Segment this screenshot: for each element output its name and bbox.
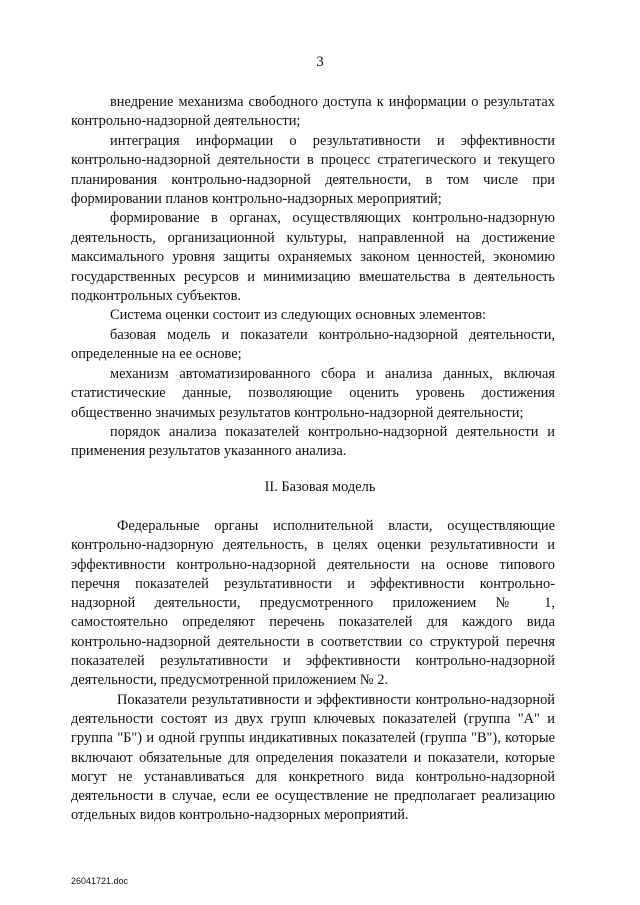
paragraph: Показатели результативности и эффективности контрольно-надзорной деятельности состоят из двух групп ключевых показателей (группа "А" и группа "Б") и одной группы индикативных показателей (группа "В"), которые включают обязательные для определения показатели и показатели, которые могут не устанавливаться для конкретного вида контрольно-надзорной деятельности в случае, если ее осуществление не предполагает реализацию отдельных видов контрольно-надзорных мероприятий. — [71, 691, 555, 824]
paragraph: механизм автоматизированного сбора и анализа данных, включая статистические данные, позволяющие оценить уровень достижения общественно значимых результатов контрольно-надзорной деятельности; — [71, 365, 555, 421]
paragraph: интеграция информации о результативности и эффективности контрольно-надзорной деятельности в процесс стратегического и текущего планирования контрольно-надзорной деятельности, в том числе при формировании планов контрольно-надзорных мероприятий; — [71, 132, 555, 208]
page-number: 3 — [316, 54, 324, 70]
paragraph: формирование в органах, осуществляющих контрольно-надзорную деятельность, организационной культуры, направленной на достижение максимального уровня защиты охраняемых законом ценностей, экономию государственных ресурсов и минимизацию вмешательства в деятельность подконтрольных субъектов. — [71, 210, 555, 305]
document-body-bottom — [71, 517, 555, 826]
paragraph: базовая модель и показатели контрольно-надзорной деятельности, определенные на ее основе; — [71, 326, 555, 363]
paragraph: Система оценки состоит из следующих основных элементов: — [110, 307, 486, 324]
section-title: II. Базовая модель — [264, 479, 376, 495]
paragraph: внедрение механизма свободного доступа к информации о результатах контрольно-надзорной деятельности; — [71, 94, 555, 130]
document-body-top — [71, 93, 555, 462]
paragraph: Федеральные органы исполнительной власти, осуществляющие контрольно-надзорную деятельность, в целях оценки результативности и эффективности контрольно-надзорной деятельности на основе типового перечня показателей результативности и эффективности контрольно-надзорной деятельности, предусмотренного приложением № 1, самостоятельно определяют перечень показателей для каждого вида контрольно-надзорной деятельности в соответствии со структурой перечня показателей результативности и эффективности контрольно-надзорной деятельности, предусмотренной приложением № 2. — [71, 518, 555, 689]
paragraph: порядок анализа показателей контрольно-надзорной деятельности и применения результатов указанного анализа. — [71, 423, 555, 460]
footer-filename: 26041721.doc — [71, 876, 129, 886]
